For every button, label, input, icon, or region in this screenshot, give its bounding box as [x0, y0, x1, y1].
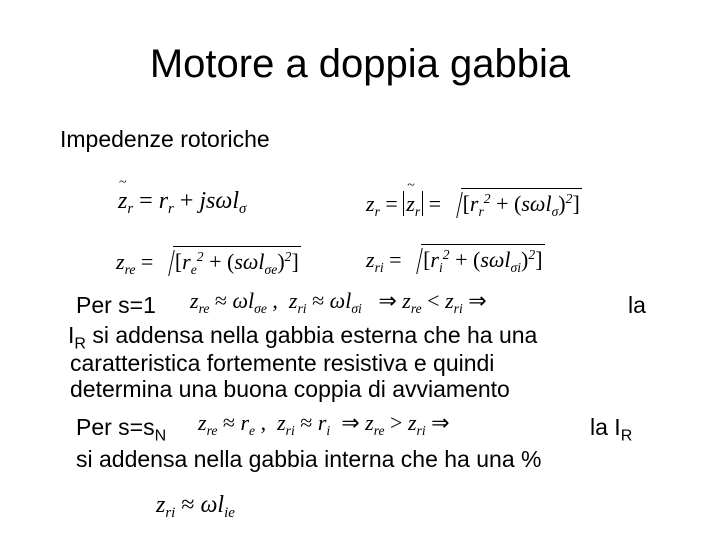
para2-lead-text: Per s=s [76, 414, 155, 440]
formula-complex-impedance: ~ $z_r = r_r + js\omega l_\sigma$ [118, 188, 246, 218]
para1-line3: caratteristica fortemente resistiva e quindi [70, 350, 495, 376]
current-symbol: I [68, 322, 75, 348]
formula-start-condition: $z_{re} \approx \omega l_{\sigma e}$ , $z_{ri} \approx \omega l_{\sigma i}$ ⇒ $z_{re} < z_{ri}$ ⇒ [190, 288, 487, 316]
slide-subtitle: Impedenze rotoriche [60, 126, 270, 152]
para2-lead [76, 414, 166, 446]
formula-inner-cage-reactance: $z_{ri} \approx \omega l_{ie}$ [156, 492, 235, 522]
current-index: R [74, 335, 86, 353]
slide-title: Motore a doppia gabbia [149, 42, 571, 86]
para1-line4: determina una buona coppia di avviamento [70, 376, 510, 402]
para2-trail-text: la I [590, 414, 621, 440]
current-index-2: R [620, 427, 633, 445]
para2-line2: si addensa nella gabbia interna che ha una % [76, 446, 542, 472]
formula-inner-cage-impedance: $z_{ri} = [r_i^2 + (s\omega l_{\sigma i})^2]$ [366, 244, 545, 276]
formula-outer-cage-impedance: $z_{re} = [r_e^2 + (s\omega l_{\sigma e})^2]$ [116, 246, 301, 278]
para1-line2 [68, 322, 537, 354]
para1-line2-text: si addensa nella gabbia esterna che ha una [85, 322, 538, 348]
para1-lead: Per s=1 [76, 292, 156, 318]
para1-trail: la [628, 292, 646, 318]
formula-nominal-condition: $z_{re} \approx r_e$ , $z_{ri} \approx r_i$ ⇒ $z_{re} > z_{ri}$ ⇒ [198, 410, 450, 438]
formula-impedance-magnitude: $z_r$ = ~ $z_r = [r_r^2 + (s\omega l_\sigma)^2]$ [366, 188, 582, 220]
para2-trail [590, 414, 632, 446]
slip-index: N [154, 427, 167, 445]
